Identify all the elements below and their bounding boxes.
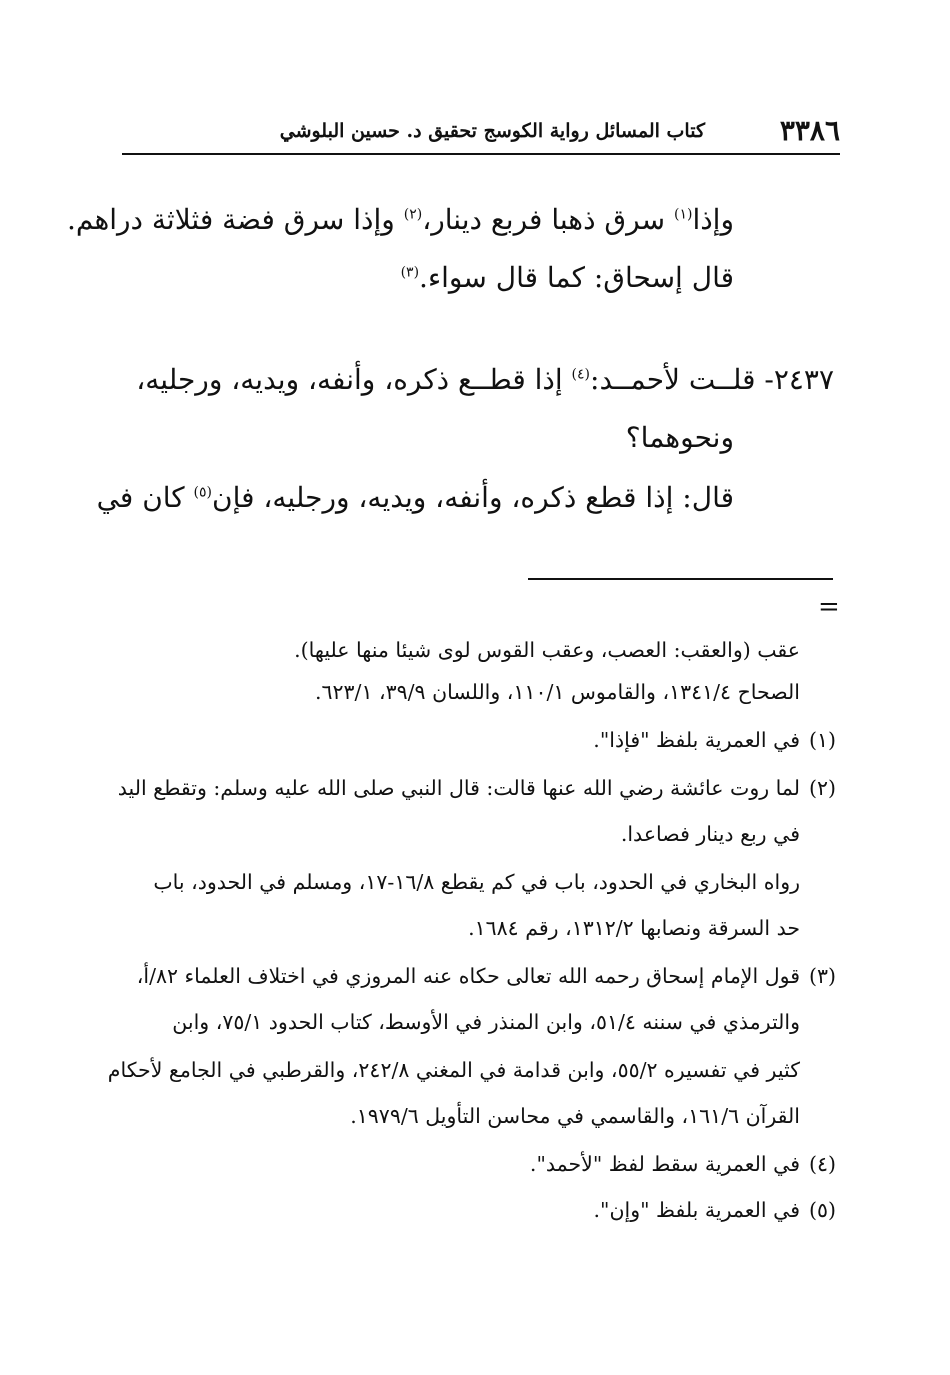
footnote-1	[593, 720, 836, 760]
footnote-number: (٥)	[808, 1198, 836, 1222]
footnote-text: قول الإمام إسحاق رحمه الله تعالى حكاه عنه المروزي في اختلاف العلماء ٨٢/أ،	[136, 964, 800, 988]
footnote-2-line-4: حد السرقة ونصابها ١٣١٢/٢، رقم ١٦٨٤.	[468, 916, 800, 940]
footnote-ref-1: (١)	[673, 206, 693, 223]
footnote-continuation-line-2: الصحاح ١٣٤١/٤، والقاموس ١١٠/١، واللسان ٣٩/٩، ٦٢٣/١.	[314, 680, 800, 704]
footnote-3-line-2: والترمذي في سننه ٥١/٤، وابن المنذر في الأوسط، كتاب الحدود ٧٥/١، وابن	[172, 1010, 800, 1034]
footnote-3-line-4: القرآن ١٦١/٦، والقاسمي في محاسن التأويل ١٩٧٩/٦.	[350, 1104, 800, 1128]
text-line-4: ونحوهما؟	[625, 421, 734, 454]
footnote-rule	[528, 578, 833, 580]
text-line-2	[401, 248, 734, 308]
footnote-2-line-2: في ربع دينار فصاعدا.	[620, 822, 800, 846]
footnote-ref-2: (٢)	[403, 206, 423, 223]
footnote-continuation-line-1: عقب (والعقب: العصب، وعقب القوس لوى شيئا منها عليها).	[294, 638, 800, 662]
header-rule	[122, 153, 840, 155]
text-line-5	[97, 468, 734, 528]
text-segment: قال: إذا قطع ذكره، وأنفه، ويديه، ورجليه، فإن	[212, 481, 734, 514]
text-segment: وإذا	[692, 203, 734, 236]
footnote-number: (٣)	[808, 964, 836, 988]
footnote-4	[530, 1144, 836, 1184]
footnote-5	[594, 1190, 836, 1230]
text-segment: كان في	[96, 481, 194, 514]
text-segment: وإذا سرق فضة فثلاثة دراهم.	[66, 203, 404, 236]
page-number: ٣٣٨٦	[779, 114, 840, 147]
footnote-ref-5: (٥)	[193, 484, 212, 501]
text-segment: إذا قطــع ذكره، وأنفه، ويديه، ورجليه،	[136, 363, 572, 396]
footnote-number: (٤)	[808, 1152, 836, 1176]
footnote-ref-3: (٣)	[400, 264, 420, 281]
text-line-3	[122, 350, 834, 410]
continuation-mark: =	[818, 592, 840, 622]
text-line-1	[66, 190, 734, 250]
footnote-number: (١)	[808, 728, 836, 752]
footnote-2	[118, 768, 836, 808]
text-segment: قال إسحاق: كما قال سواء.	[419, 261, 734, 294]
footnote-text: في العمرية بلفظ "فإذا".	[593, 728, 800, 752]
footnote-text: لما روت عائشة رضي الله عنها قالت: قال النبي صلى الله عليه وسلم: وتقطع اليد	[117, 776, 800, 800]
footnote-ref-4: (٤)	[571, 366, 591, 383]
running-title: كتاب المسائل رواية الكوسج تحقيق د. حسين البلوشي	[279, 120, 705, 142]
footnote-text: في العمرية سقط لفظ "لأحمد".	[529, 1152, 800, 1176]
footnote-3	[137, 956, 836, 996]
text-segment: سرق ذهبا فربع دينار،	[422, 203, 674, 236]
text-segment: ٢٤٣٧- قلــت لأحمــد:	[590, 363, 834, 396]
main-text	[66, 190, 834, 520]
footnote-3-line-3: كثير في تفسيره ٥٥/٢، وابن قدامة في المغني ٢٤٢/٨، والقرطبي في الجامع لأحكام	[107, 1058, 800, 1082]
footnote-number: (٢)	[808, 776, 836, 800]
page-header	[122, 112, 840, 152]
footnote-text: في العمرية بلفظ "وإن".	[593, 1198, 800, 1222]
footnote-2-line-3: رواه البخاري في الحدود، باب في كم يقطع ١٦/٨-١٧، ومسلم في الحدود، باب	[153, 870, 800, 894]
